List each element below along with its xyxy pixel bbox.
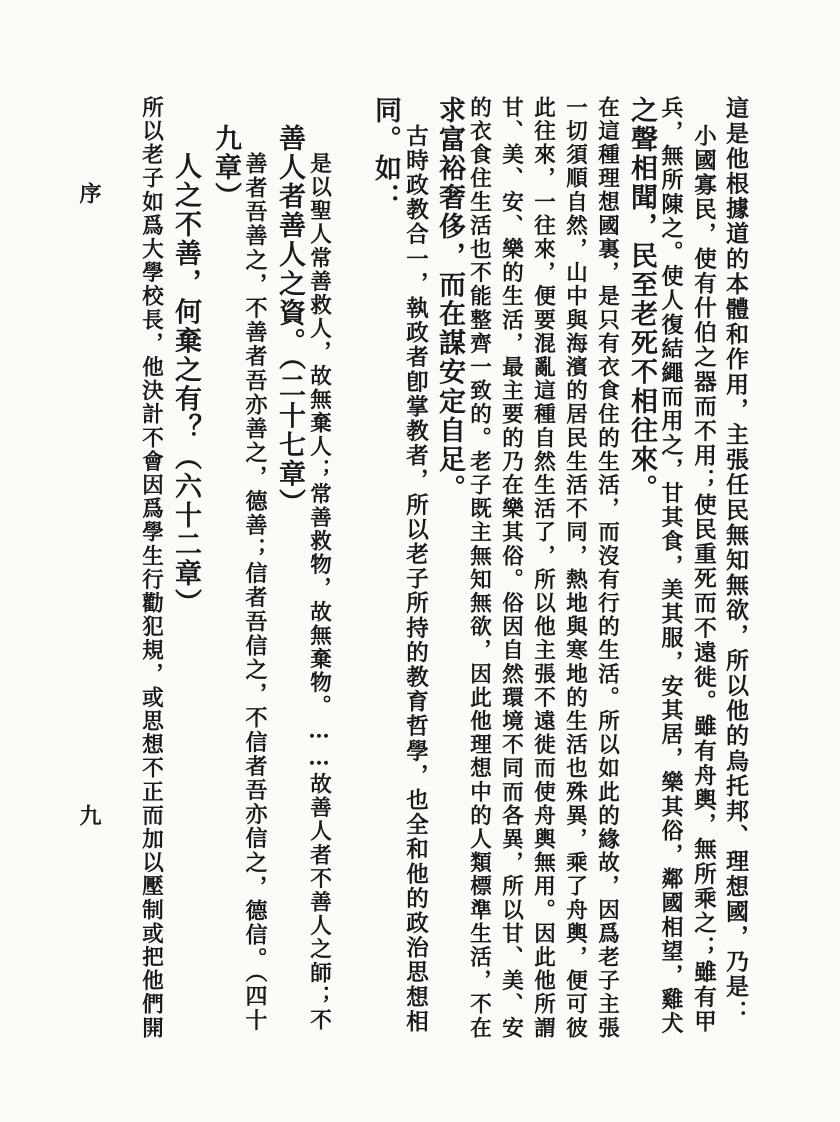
text-column-18: 所以老子如爲大學校長，他決計不會因爲學生行勸犯規，或思想不正而加以壓制或把他們開 xyxy=(138,96,164,1040)
text-column-16: 九章） xyxy=(210,124,241,212)
text-column-2: 小國寡民，使有什伯之器而不用；使民重死而不遠徙。雖有舟輿，無所乘之；雖有甲 xyxy=(690,124,717,1035)
text-column-11: 古時政教合一，執政者卽掌教者，所以老子所持的教育哲學，也全和他的政治思想相 xyxy=(402,124,429,1035)
text-column-3: 兵，無所陳之。使人復結繩而用之，甘其食，美其服，安其居，樂其俗，鄰國相望，雞犬 xyxy=(658,96,684,1036)
text-column-8: 甘、美、安、樂的生活，最主要的乃在樂其俗。俗因自然環境不同而各異，所以甘、美、安 xyxy=(498,96,524,1040)
text-column-4: 之聲相聞，民至老死不相往來。 xyxy=(626,96,657,504)
text-column-5: 在這種理想國裏，是只有衣食住的生活，而沒有行的生活。所以如此的緣故，因爲老子主張 xyxy=(594,96,620,1040)
running-head-title: 序 xyxy=(76,182,102,204)
page-number: 九 xyxy=(76,804,102,826)
text-column-9: 的衣食住生活也不能整齊一致的。老子既主無知無欲，因此他理想中的人類標準生活，不在 xyxy=(466,96,492,1040)
text-column-13: 是以聖人常善救人，故無棄人；常善救物，故無棄物。……故善人者不善人之師；不 xyxy=(306,152,332,1033)
text-column-15: 善者吾善之，不善者吾亦善之，德善；信者吾信之，不信者吾亦信之，德信。（四十 xyxy=(242,152,268,1033)
text-column-7: 此往來，一往來，便要混亂這種自然生活了，所以他主張不遠徙而使舟輿無用。因此他所謂 xyxy=(530,96,556,1040)
text-column-14: 善人者善人之資。（二十七章） xyxy=(274,124,305,518)
text-column-17: 人之不善，何棄之有？（六十二章） xyxy=(170,152,201,618)
text-column-10: 求富裕奢侈，而在謀安定自足。 xyxy=(434,96,465,504)
text-column-12: 同。如： xyxy=(370,96,401,213)
text-column-1: 這是他根據道的本體和作用，主張任民無知無欲，所以他的烏托邦、理想國，乃是： xyxy=(722,96,749,1025)
text-column-6: 一切須順自然，山中與海濱的居民生活不同，熱地與寒地的生活也殊異，乘了舟輿，便可彼 xyxy=(562,96,588,1040)
